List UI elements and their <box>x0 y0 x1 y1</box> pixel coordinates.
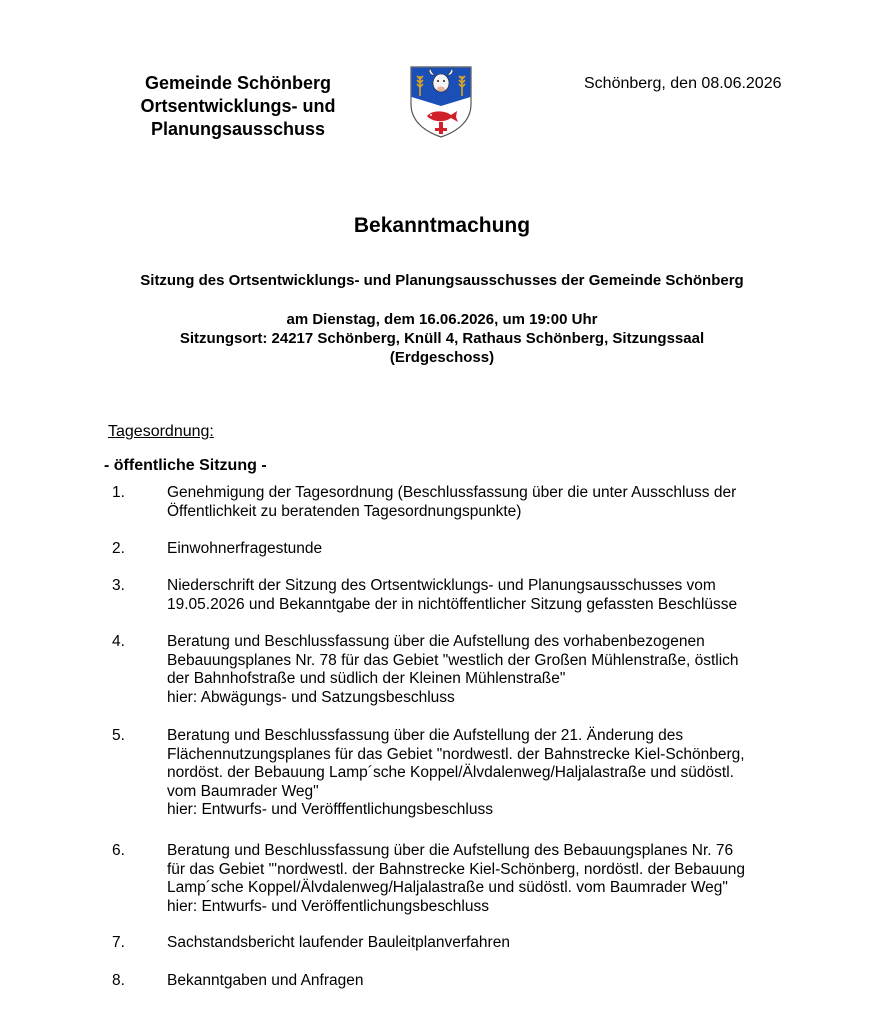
org-line: Planungsausschuss <box>150 119 326 139</box>
agenda-item-line: für das Gebiet "'nordwestl. der Bahnstrecke Kiel-Schönberg, nordöstl. der Bebauung <box>167 860 745 878</box>
agenda-item-number: 5. <box>112 727 125 744</box>
agenda-item-line: Sachstandsbericht laufender Bauleitplanverfahren <box>167 934 510 951</box>
meeting-location: Sitzungsort: 24217 Schönberg, Knüll 4, Rathaus Schönberg, Sitzungssaal <box>179 330 705 347</box>
agenda-item-text <box>167 727 807 820</box>
agenda-item-line: hier: Entwurfs- und Veröffentlichungsbeschluss <box>167 897 489 915</box>
agenda-item-text <box>167 972 807 991</box>
agenda-item-text <box>167 577 807 614</box>
agenda-item-text <box>167 633 807 707</box>
meeting-details <box>0 310 884 367</box>
agenda-item-line: Einwohnerfragestunde <box>167 540 323 557</box>
agenda-item-line: hier: Entwurfs- und Veröfffentlichungsbeschluss <box>167 801 493 818</box>
agenda-item-number: 7. <box>112 934 125 951</box>
agenda-item-text <box>167 842 807 916</box>
agenda-item-line: Öffentlichkeit zu beratenden Tagesordnungspunkte) <box>167 502 522 520</box>
agenda-item-number: 4. <box>112 633 125 650</box>
agenda-item-number: 3. <box>112 577 125 594</box>
agenda-item-line: hier: Abwägungs- und Satzungsbeschluss <box>167 688 455 706</box>
coat-of-arms-icon <box>410 66 472 138</box>
agenda-item-line: der Bahnhofstraße und südlich der Kleinen Mühlenstraße" <box>167 670 566 687</box>
agenda-item-line: Bebauungsplanes Nr. 78 für das Gebiet "westlich der Großen Mühlenstraße, östlich <box>167 651 739 669</box>
agenda-item-line: Niederschrift der Sitzung des Ortsentwicklungs- und Planungsausschusses vom <box>167 577 716 594</box>
agenda-item-text <box>167 540 807 559</box>
agenda-item-number: 6. <box>112 842 125 859</box>
agenda-item-number: 2. <box>112 540 125 557</box>
meeting-location-floor: (Erdgeschoss) <box>389 349 495 366</box>
agenda-item-line: vom Baumrader Weg" <box>167 782 319 800</box>
date-line: Schönberg, den 08.06.2026 <box>584 75 782 92</box>
agenda-item-line: Lamp´sche Koppel/Älvdalenweg/Haljalastraße und südöstl. vom Baumrader Weg" <box>167 879 728 896</box>
agenda-item-line: Bekanntgaben und Anfragen <box>167 972 364 989</box>
agenda-item-line: Beratung und Beschlussfassung über die Aufstellung des Bebauungsplanes Nr. 76 <box>167 842 734 859</box>
meeting-subtitle: Sitzung des Ortsentwicklungs- und Planungsausschusses der Gemeinde Schönberg <box>140 272 744 289</box>
page-title: Bekanntmachung <box>353 214 531 237</box>
agenda-item-number: 1. <box>112 484 125 501</box>
agenda-item-line: Beratung und Beschlussfassung über die Aufstellung der 21. Änderung des <box>167 727 684 744</box>
agenda-item-line: nordöst. der Bebauung Lamp´sche Koppel/Älvdalenweg/Haljalastraße und südöstl. <box>167 764 734 781</box>
agenda-item-text <box>167 484 807 521</box>
agenda-item-line: Beratung und Beschlussfassung über die Aufstellung des vorhabenbezogenen <box>167 633 705 650</box>
agenda-item-line: Flächennutzungsplanes für das Gebiet "nordwestl. der Bahnstrecke Kiel-Schönberg, <box>167 745 745 763</box>
public-session-heading: - öffentliche Sitzung - <box>104 457 267 474</box>
meeting-date: am Dienstag, dem 16.06.2026, um 19:00 Uhr <box>286 311 598 328</box>
organization-name <box>118 72 358 141</box>
agenda-heading: Tagesordnung: <box>108 423 214 440</box>
agenda-item-text <box>167 934 807 953</box>
org-line: Ortsentwicklungs- und <box>140 96 336 116</box>
agenda-item-line: Genehmigung der Tagesordnung (Beschlussfassung über die unter Ausschluss der <box>167 484 737 501</box>
agenda-item-line: 19.05.2026 und Bekanntgabe der in nichtöffentlicher Sitzung gefassten Beschlüsse <box>167 595 738 613</box>
org-line: Gemeinde Schönberg <box>144 73 332 93</box>
agenda-item-number: 8. <box>112 972 125 989</box>
